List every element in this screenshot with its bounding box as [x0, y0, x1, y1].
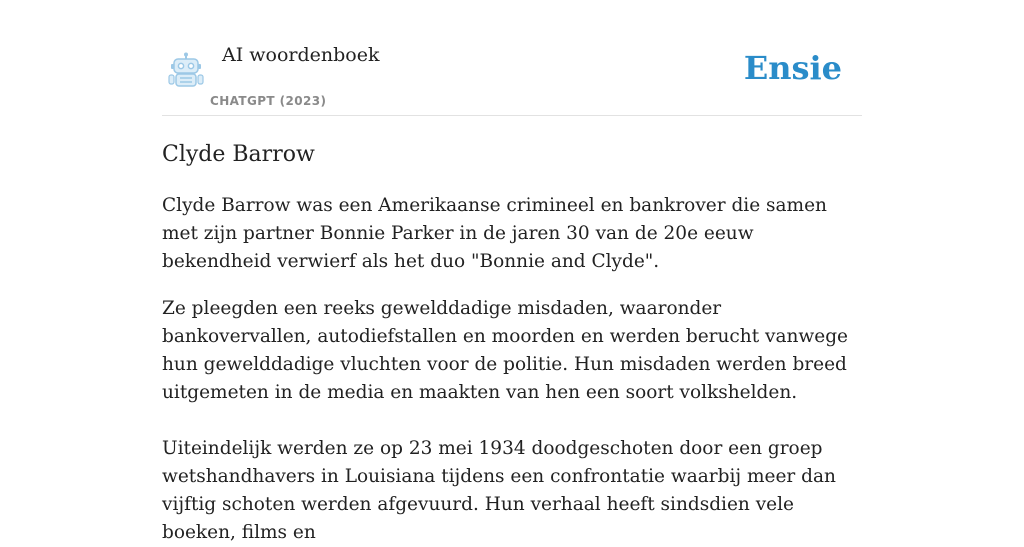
source-title[interactable]: AI woordenboek — [222, 44, 380, 66]
entry-title: Clyde Barrow — [162, 142, 315, 167]
definition-paragraph: Uiteindelijk werden ze op 23 mei 1934 doodgeschoten door een groep wetshandhavers in Louisiana tijdens een confrontatie waarbij meer dan vijftig schoten werden afgevuurd. Hun verhaal heeft sindsdien vele boeken, films en — [162, 438, 836, 543]
definition-paragraph: Clyde Barrow was een Amerikaanse crimineel en bankrover die samen met zijn partner Bonnie Parker in de jaren 30 van de 20e eeuw bekendheid verwierf als het duo "Bonnie and Clyde". — [162, 195, 827, 272]
source-header — [162, 0, 862, 116]
source-subtitle: CHATGPT (2023) — [210, 94, 327, 108]
page — [162, 0, 862, 547]
entry-definition — [162, 192, 862, 547]
definition-paragraph: Ze pleegden een reeks gewelddadige misdaden, waaronder bankovervallen, autodiefstallen en moorden en werden berucht vanwege hun gewelddadige vluchten voor de politie. Hun misdaden werden breed uitgemeten in de media en maakten van hen een soort volkshelden. — [162, 298, 848, 403]
ensie-logo[interactable]: Ensie — [743, 49, 842, 87]
robot-icon — [166, 52, 206, 90]
